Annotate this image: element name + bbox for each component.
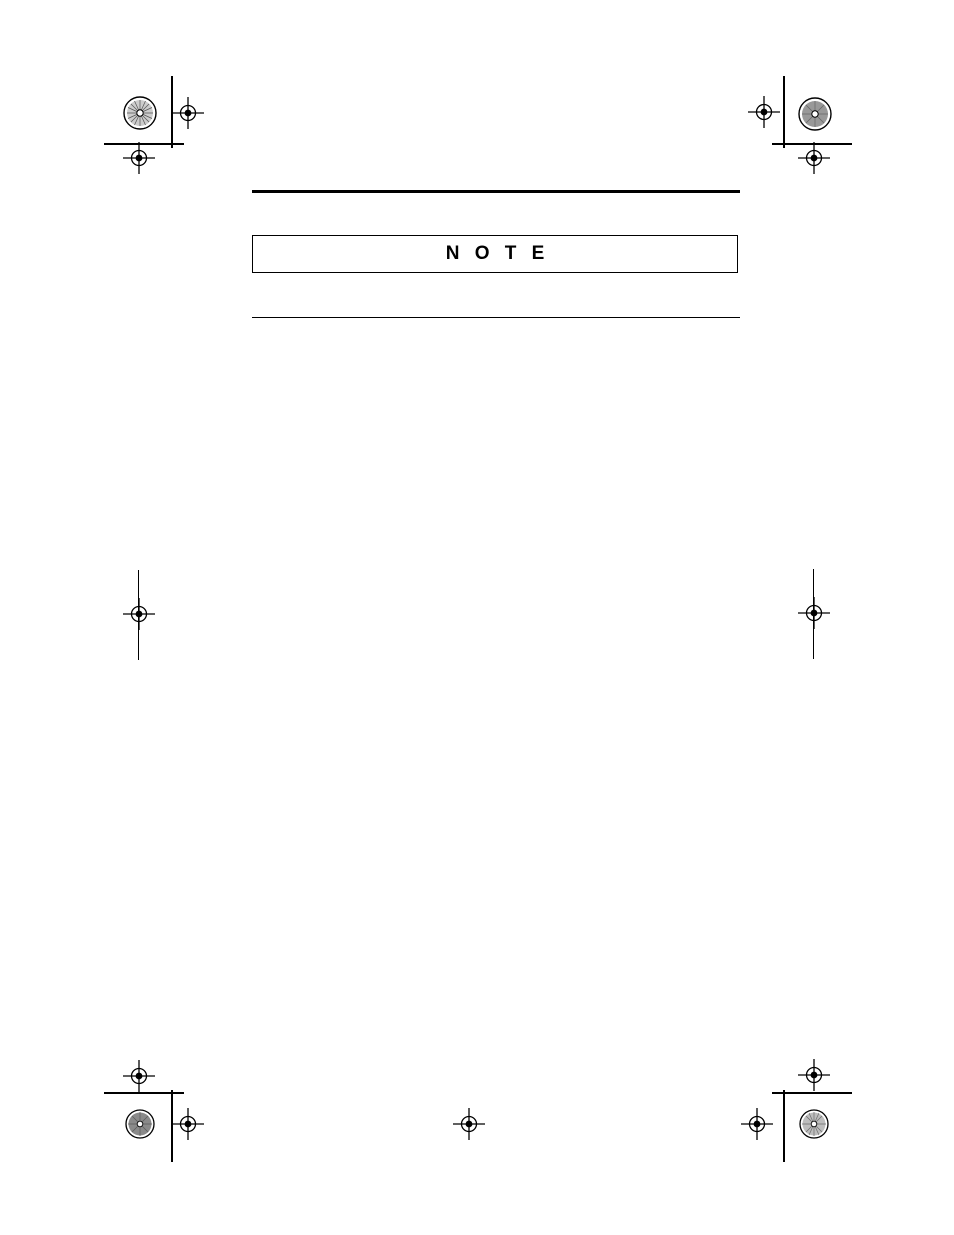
halftone-circle-icon xyxy=(124,1108,156,1140)
halftone-circle-icon xyxy=(122,95,158,131)
note-block xyxy=(252,190,740,318)
halftone-circle-icon xyxy=(798,1108,830,1140)
registration-crosshair-icon xyxy=(172,1108,204,1140)
note-top-rule xyxy=(252,190,740,193)
registration-crosshair-icon xyxy=(741,1108,773,1140)
registration-crosshair-icon xyxy=(798,1059,830,1091)
registration-crosshair-icon xyxy=(123,142,155,174)
halftone-circle-icon xyxy=(797,96,833,132)
registration-crosshair-icon xyxy=(748,96,780,128)
crop-line-top-right-vertical xyxy=(783,76,785,148)
note-label: N O T E xyxy=(445,243,550,264)
crop-line-mid-right-vertical xyxy=(813,569,814,659)
crop-line-bottom-right-vertical xyxy=(783,1090,785,1162)
registration-crosshair-icon xyxy=(172,97,204,129)
note-bottom-rule xyxy=(252,317,740,318)
note-box xyxy=(252,235,738,273)
registration-crosshair-icon xyxy=(453,1108,485,1140)
registration-crosshair-icon xyxy=(123,1060,155,1092)
registration-crosshair-icon xyxy=(798,142,830,174)
crop-line-mid-left-vertical xyxy=(138,570,139,660)
